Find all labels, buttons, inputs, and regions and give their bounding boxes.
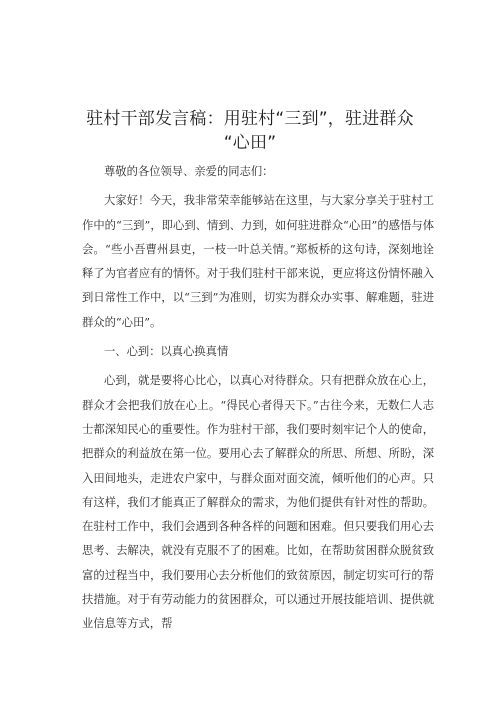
document-title xyxy=(72,107,428,155)
document-body xyxy=(82,160,434,637)
salutation: 尊敬的各位领导、亲爱的同志们： xyxy=(104,165,274,178)
section-heading: 一、心到：以真心换真情 xyxy=(104,345,229,359)
paragraph-heart: 心到，就是要将心比心，以真心对待群众。只有把群众放在心上，群众才会把我们放在心上。“得民心者得天下。”古往今来，无数仁人志士都深知民心的重要性。作为驻村干部，我们要时刻牢记个人的使命，把群众的利益放在第一位。要用心去了解群众的所思、所想、所盼，深入田间地头，走进农户家中，与群众面对面交流，倾听他们的心声。只有这样，我们才能真正了解群众的需求，为他们提供有针对性的帮助。在驻村工作中，我们会遇到各种各样的问题和困难。但只要我们用心去思考、去解决，就没有克服不了的困难。比如，在帮助贫困群众脱贫致富的过程当中，我们要用心去分析他们的致贫原因，制定切实可行的帮扶措施。对于有劳动能力的贫困群众，可以通过开展技能培训、提供就业信息等方式，帮 xyxy=(82,374,434,631)
title-line-1: 驻村干部发言稿：用驻村“三到”，驻进群众 xyxy=(86,109,414,129)
title-line-2: “心田” xyxy=(223,133,277,153)
paragraph-intro: 大家好！今天，我非常荣幸能够站在这里，与大家分享关于驻村工作中的“三到”，即心到、情到、力到，如何驻进群众“心田”的感悟与体会。“些小吾曹州县吏，一枝一叶总关情。”郑板桥的这句诗，深刻地诠释了为官者应有的情怀。对于我们驻村干部来说，更应将这份情怀融入到日常性工作中，以“三到”为准则，切实为群众办实事、解难题，驻进群众的“心田”。 xyxy=(82,194,434,329)
